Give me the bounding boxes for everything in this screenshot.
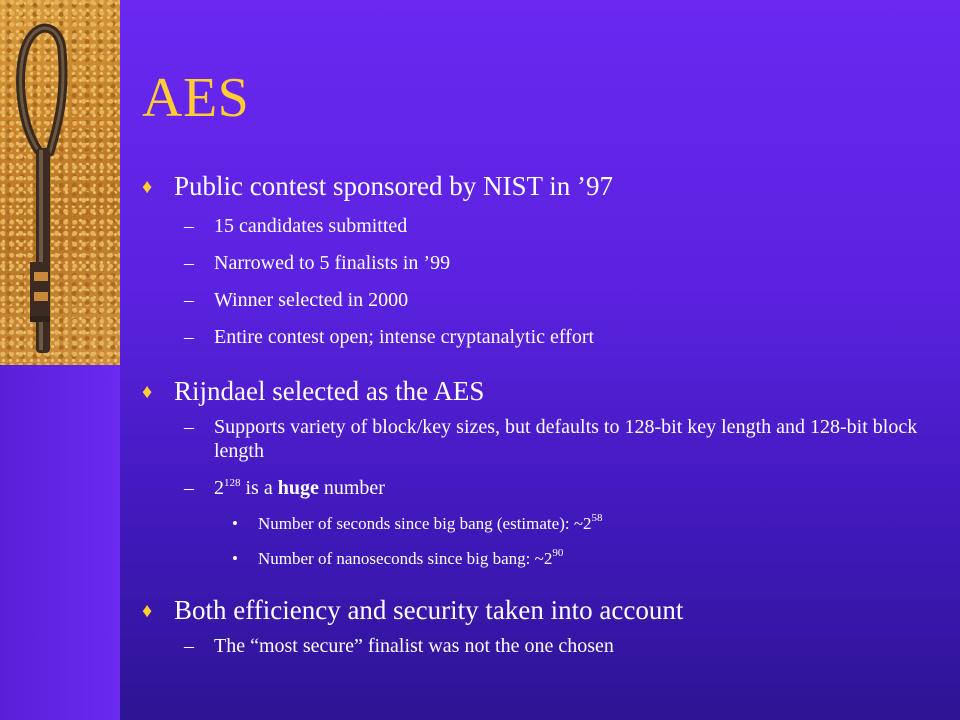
emphasis-text: huge bbox=[277, 477, 319, 499]
subsub-item bbox=[142, 513, 942, 535]
bullet-item bbox=[142, 170, 942, 202]
dash-marker: – bbox=[184, 326, 194, 348]
power-exponent: 90 bbox=[552, 547, 564, 559]
antique-key-icon bbox=[0, 0, 120, 365]
sub-item bbox=[142, 415, 942, 463]
bullet-item bbox=[142, 594, 942, 626]
dash-marker: – bbox=[184, 289, 194, 311]
dash-marker: – bbox=[184, 635, 194, 657]
dot-marker: • bbox=[232, 549, 238, 568]
subsub-item-text: Number of seconds since big bang (estimate): ~2 bbox=[258, 514, 592, 533]
bullet-item bbox=[142, 375, 942, 407]
sub-item-text: Entire contest open; intense cryptanalytic effort bbox=[214, 326, 595, 348]
bullet-text: Both efficiency and security taken into account bbox=[174, 595, 684, 625]
dash-marker: – bbox=[184, 215, 194, 237]
power-exponent: 58 bbox=[591, 512, 603, 524]
sub-item bbox=[142, 214, 942, 238]
sub-item bbox=[142, 288, 942, 312]
sub-item-text: Narrowed to 5 finalists in ’99 bbox=[214, 252, 451, 274]
diamond-bullet-icon: ♦ bbox=[142, 381, 153, 403]
dash-marker: – bbox=[184, 477, 194, 499]
slide-content bbox=[142, 170, 942, 658]
sub-item-text: Winner selected in 2000 bbox=[214, 289, 409, 311]
sub-item-text: 15 candidates submitted bbox=[214, 215, 408, 237]
bullet-text: Rijndael selected as the AES bbox=[174, 376, 485, 406]
sub-item bbox=[142, 251, 942, 275]
power-base: 2 bbox=[214, 477, 224, 499]
sub-item bbox=[142, 325, 942, 349]
sub-item-text-post: number bbox=[318, 477, 385, 499]
bullet-text: Public contest sponsored by NIST in ’97 bbox=[174, 171, 613, 201]
sub-item bbox=[142, 634, 942, 658]
diamond-bullet-icon: ♦ bbox=[142, 600, 153, 622]
sub-item-text: The “most secure” finalist was not the one chosen bbox=[214, 635, 614, 657]
sub-item-text: Supports variety of block/key sizes, but defaults to 128-bit key length and 128-bit block length bbox=[214, 416, 918, 462]
power-exponent: 128 bbox=[224, 477, 241, 489]
diamond-bullet-icon: ♦ bbox=[142, 176, 153, 198]
key-photo bbox=[0, 0, 120, 365]
sub-item bbox=[142, 476, 942, 500]
dash-marker: – bbox=[184, 416, 194, 438]
slide-title: AES bbox=[142, 67, 250, 129]
dash-marker: – bbox=[184, 252, 194, 274]
subsub-item bbox=[142, 548, 942, 570]
sub-item-text-pre: is a bbox=[240, 477, 278, 499]
subsub-item-text: Number of nanoseconds since big bang: ~2 bbox=[258, 549, 553, 568]
dot-marker: • bbox=[232, 514, 238, 533]
